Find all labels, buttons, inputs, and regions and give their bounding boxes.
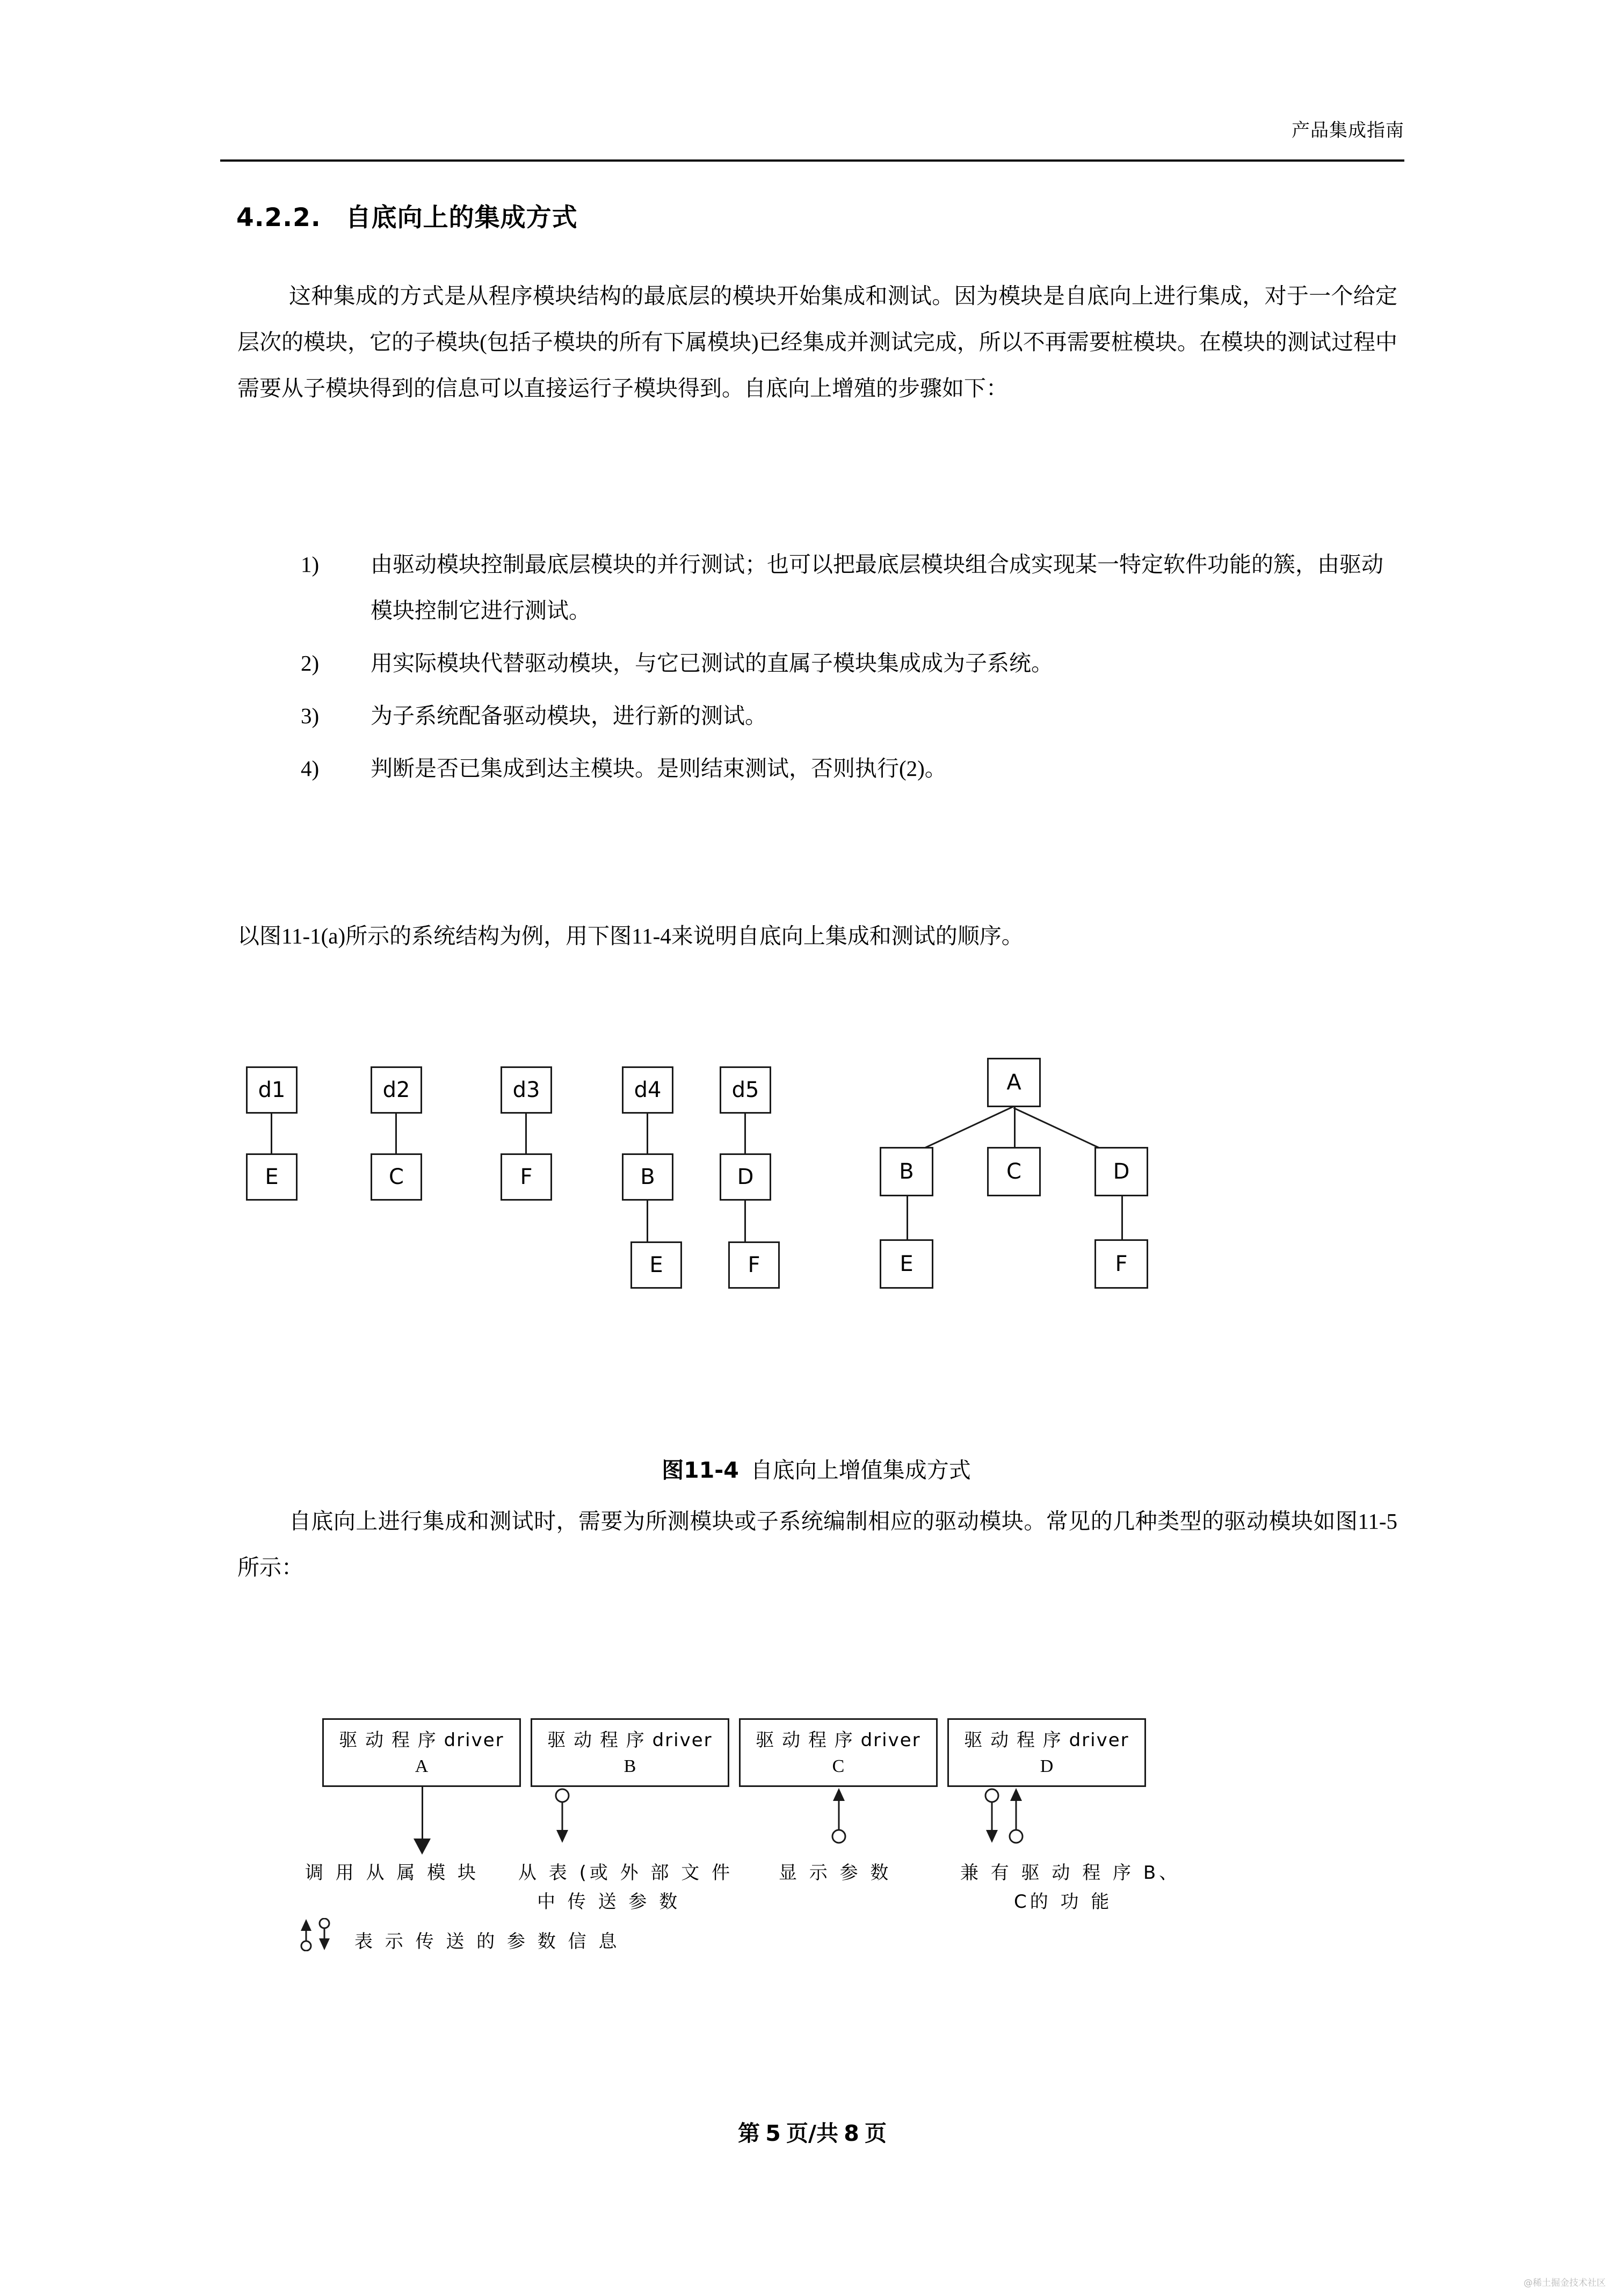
figure-node-d5: d5 (720, 1066, 771, 1114)
header-divider (220, 159, 1404, 162)
figure-connector (1121, 1196, 1123, 1239)
list-marker: 4) (301, 756, 320, 781)
legend-text: 表 示 传 送 的 参 数 信 息 (354, 1931, 620, 1952)
figure-node-d1: d1 (246, 1066, 298, 1114)
paragraph-3 (237, 1498, 1397, 1590)
figure-connector (907, 1196, 908, 1239)
driver-box-b-letter: B (624, 1756, 636, 1776)
paragraph-2 (237, 913, 1397, 959)
driver-box-a-letter: A (415, 1756, 429, 1776)
driver-box-d-letter: D (1040, 1756, 1054, 1776)
figure-11-5 (236, 1718, 1396, 2008)
figure-11-4 (236, 1052, 1396, 1353)
list-item (301, 541, 1396, 634)
legend-arrow-icon (299, 1918, 347, 1951)
driver-box-d (947, 1718, 1146, 1787)
arrow-head-down-a (411, 1837, 433, 1856)
driver-caption-c: 显 示 参 数 (779, 1862, 892, 1884)
driver-box-c-title: 驱 动 程 序 driver (756, 1730, 921, 1751)
paragraph-3-text: 自底向上进行集成和测试时，需要为所测模块或子系统编制相应的驱动模块。常见的几种类型的驱动模块如图11-5所示： (237, 1509, 1397, 1580)
driver-box-d-title: 驱 动 程 序 driver (964, 1730, 1129, 1751)
figure-node-D2: D (1094, 1147, 1148, 1196)
driver-caption-b-line1: 从 表 (或 外 部 文 件 (518, 1862, 734, 1884)
figure-node-F2: F (728, 1241, 780, 1289)
figure-connector (647, 1114, 648, 1153)
arrow-shaft-down-a (422, 1787, 423, 1841)
driver-caption-b-line2: 中 传 送 参 数 (537, 1891, 681, 1913)
driver-box-a-title: 驱 动 程 序 driver (339, 1730, 504, 1751)
figure-node-B1: B (622, 1153, 673, 1201)
driver-caption-d-line2: C的 功 能 (1014, 1891, 1113, 1913)
driver-box-c-letter: C (832, 1756, 845, 1776)
list-item-text: 用实际模块代替驱动模块，与它已测试的直属子模块集成成为子系统。 (371, 651, 1053, 675)
numbered-list (301, 541, 1396, 798)
figure-node-d3: d3 (501, 1066, 552, 1114)
figure-node-E1: E (246, 1153, 298, 1201)
driver-box-c (739, 1718, 938, 1787)
section-number: 4.2.2. (236, 203, 321, 232)
list-item (301, 640, 1396, 686)
arrow-param-both-d (983, 1787, 1042, 1846)
arrow-param-up-c (830, 1787, 862, 1846)
figure-connector (1014, 1107, 1016, 1147)
figure-node-A: A (987, 1058, 1041, 1107)
list-item (301, 693, 1396, 739)
driver-caption-a: 调 用 从 属 模 块 (305, 1862, 480, 1884)
paragraph-1-text: 这种集成的方式是从程序模块结构的最底层的模块开始集成和测试。因为模块是自底向上进行集成，对于一个给定层次的模块，它的子模块(包括子模块的所有下属模块)已经集成并测试完成，所以不再需要桩模块。在模块的测试过程中需要从子模块得到的信息可以直接运行子模块得到。自底向上增殖的步骤如下： (237, 284, 1397, 401)
footer-current-page: 5 (765, 2120, 781, 2146)
watermark: @稀土掘金技术社区 (1524, 2278, 1606, 2288)
section-title: 自底向上的集成方式 (345, 203, 578, 232)
paragraph-2-text: 以图11-1(a)所示的系统结构为例，用下图11-4来说明自底向上集成和测试的顺序。 (237, 924, 1024, 948)
figure-node-d4: d4 (622, 1066, 673, 1114)
page-header-title: 产品集成指南 (1292, 120, 1404, 141)
footer-middle: 页/共 (786, 2120, 838, 2146)
list-item-text: 由驱动模块控制最底层模块的并行测试；也可以把最底层模块组合成实现某一特定软件功能的簇，由驱动模块控制它进行测试。 (371, 552, 1383, 623)
figure-node-B2: B (880, 1147, 933, 1196)
figure-node-C2: C (987, 1147, 1041, 1196)
figure-node-D1: D (720, 1153, 771, 1201)
driver-box-b-title: 驱 动 程 序 driver (547, 1730, 713, 1751)
page-footer (220, 2116, 1404, 2147)
figure-node-E2: E (630, 1241, 682, 1289)
arrow-param-down-b (553, 1787, 585, 1846)
list-item (301, 745, 1396, 791)
driver-box-b (531, 1718, 729, 1787)
list-item-text: 为子系统配备驱动模块，进行新的测试。 (371, 703, 767, 728)
figure-caption-text: 自底向上增值集成方式 (750, 1458, 971, 1483)
footer-total-pages: 8 (844, 2120, 859, 2146)
figure-connector (271, 1114, 272, 1153)
list-marker: 2) (301, 651, 320, 675)
footer-prefix: 第 (737, 2120, 760, 2146)
figure-connector (744, 1201, 746, 1241)
driver-caption-d-line1: 兼 有 驱 动 程 序 B、 (960, 1862, 1181, 1884)
figure-node-F1: F (501, 1153, 552, 1201)
figure-connector (744, 1114, 746, 1153)
paragraph-1 (237, 273, 1397, 411)
figure-connector (395, 1114, 397, 1153)
section-heading (236, 198, 578, 234)
figure-11-4-caption (236, 1452, 1396, 1484)
list-item-text: 判断是否已集成到达主模块。是则结束测试，否则执行(2)。 (371, 756, 947, 781)
figure-node-F3: F (1094, 1239, 1148, 1289)
list-marker: 3) (301, 703, 320, 728)
footer-suffix: 页 (865, 2120, 887, 2146)
figure-connector (647, 1201, 648, 1241)
list-marker: 1) (301, 552, 320, 577)
figure-connector (525, 1114, 527, 1153)
figure-node-C1: C (371, 1153, 422, 1201)
figure-node-E3: E (880, 1239, 933, 1289)
driver-box-a (322, 1718, 521, 1787)
figure-node-d2: d2 (371, 1066, 422, 1114)
figure-caption-label: 图11-4 (662, 1457, 739, 1483)
